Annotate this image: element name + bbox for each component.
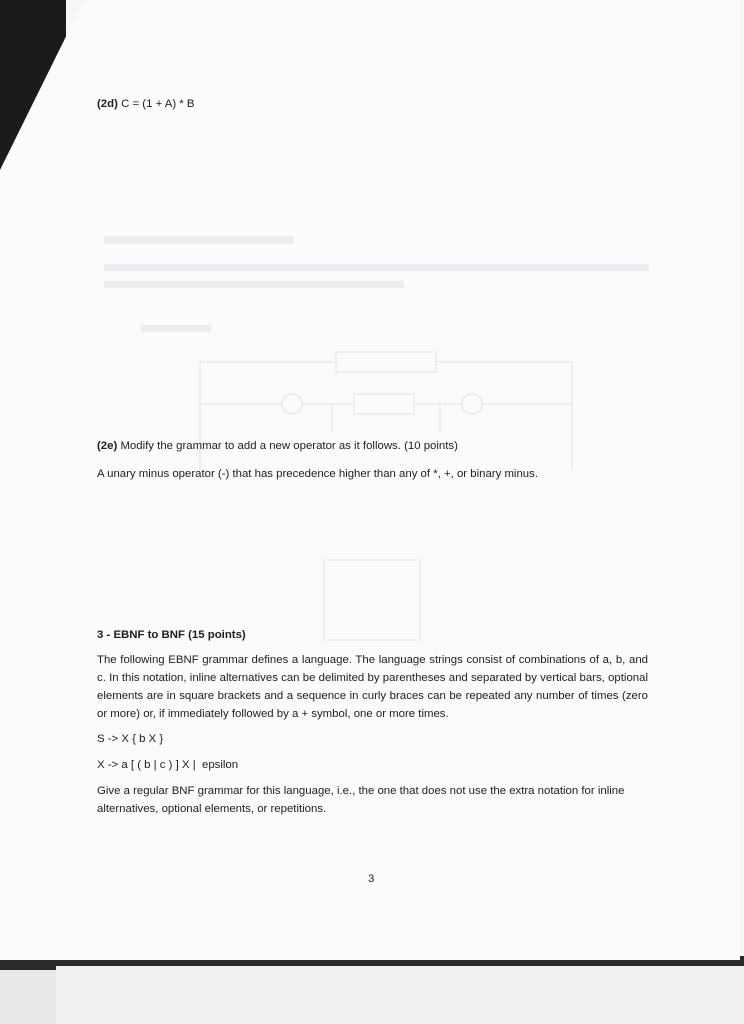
question-2e-body: A unary minus operator (-) that has precedence higher than any of *, +, or binary minus. (97, 468, 538, 480)
question-3-instruction: Give a regular BNF grammar for this language, i.e., the one that does not use the extra notation for inline alternatives, optional elements, or repetitions. (97, 785, 625, 815)
question-2d-expression: C = (1 + A) * B (121, 98, 195, 110)
question-2d-label: (2d) (97, 98, 118, 110)
grammar-rule-x: X -> a [ ( b | c ) ] X | epsilon (97, 759, 239, 771)
grammar-rule-s: S -> X { b X } (97, 733, 164, 745)
underlying-sheet (56, 966, 744, 1024)
question-2e-title: Modify the grammar to add a new operator as it follows. (10 points) (120, 440, 458, 452)
question-2e-label: (2e) (97, 440, 118, 452)
question-2d (97, 95, 195, 113)
question-3-body: The following EBNF grammar defines a language. The language strings consist of combinations of a, b, and c. In this notation, inline alternatives can be delimited by parentheses and separated by vertical bars, optional elements are in square brackets and a sequence in curly braces can be repeated any number of times (zero or more) or, if immediately followed by a + symbol, one or more times. (97, 654, 648, 720)
question-2e-heading (97, 437, 458, 455)
page-number: 3 (368, 873, 375, 885)
question-3-title: 3 - EBNF to BNF (15 points) (97, 629, 246, 641)
